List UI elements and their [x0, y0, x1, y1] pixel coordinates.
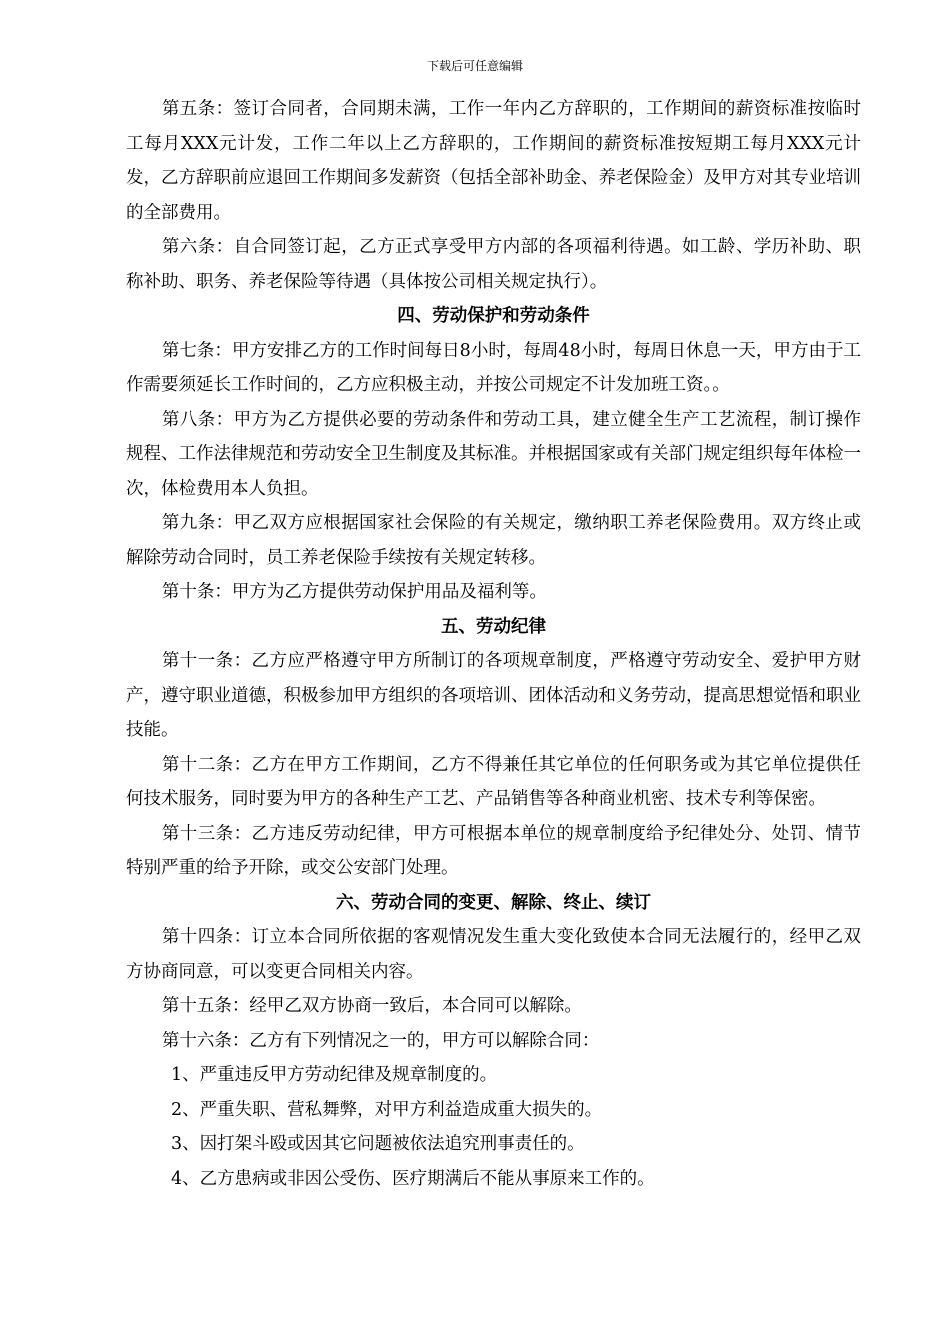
article-16: 第十六条：乙方有下列情况之一的，甲方可以解除合同： [161, 1030, 600, 1051]
list-item: 4、乙方患病或非因公受伤、医疗期满后不能从事原来工作的。 [171, 1168, 655, 1189]
article-9: 第九条：甲乙双方应根据国家社会保险的有关规定，缴纳职工养老保险费用。双方终止或解除劳动合同时，员工养老保险手续按有关规定转移。 [126, 513, 861, 568]
article-8: 第八条：甲方为乙方提供必要的劳动条件和劳动工具，建立健全生产工艺流程，制订操作规程、工作法律规范和劳动安全卫生制度及其标准。并根据国家或有关部门规定组织每年体检一次，体检费用本人负担。 [126, 409, 861, 499]
article-15: 第十五条：经甲乙双方协商一致后，本合同可以解除。 [161, 996, 582, 1016]
section-title-6: 六、劳动合同的变更、解除、终止、续订 [336, 892, 651, 913]
section-title-5: 五、劳动纪律 [441, 616, 546, 637]
section-title-4: 四、劳动保护和劳动条件 [397, 306, 590, 326]
article-12: 第十二条：乙方在甲方工作期间，乙方不得兼任其它单位的任何职务或为其它单位提供任何技术服务，同时要为甲方的各种生产工艺、产品销售等各种商业机密、技术专利等保密。 [126, 754, 861, 809]
list-item: 1、严重违反甲方劳动纪律及规章制度的。 [171, 1065, 498, 1085]
list-item: 2、严重失职、营私舞弊，对甲方利益造成重大损失的。 [171, 1099, 603, 1120]
article-14: 第十四条：订立本合同所依据的客观情况发生重大变化致使本合同无法履行的，经甲乙双方协商同意，可以变更合同相关内容。 [126, 927, 861, 982]
article-13: 第十三条：乙方违反劳动纪律，甲方可根据本单位的规章制度给予纪律处分、处罚、情节特别严重的给予开除，或交公安部门处理。 [126, 823, 861, 878]
article-5: 第五条：签订合同者，合同期未满，工作一年内乙方辞职的，工作期间的薪资标准按临时工每月XXX元计发，工作二年以上乙方辞职的，工作期间的薪资标准按短期工每月XXX元计发，乙方辞职前应退回工作期间多发薪资（包括全部补助金、养老保险金）及甲方对其专业培训的全部费用。 [126, 99, 861, 223]
article-10: 第十条：甲方为乙方提供劳动保护用品及福利等。 [161, 582, 547, 602]
article-6: 第六条：自合同签订起，乙方正式享受甲方内部的各项福利待遇。如工龄、学历补助、职称补助、职务、养老保险等待遇（具体按公司相关规定执行）。 [126, 237, 861, 292]
article-7: 第七条：甲方安排乙方的工作时间每日8小时，每周48小时，每周日休息一天，甲方由于工作需要须延长工作时间的，乙方应积极主动，并按公司规定不计发加班工资。。 [126, 340, 861, 395]
document-body [126, 92, 861, 1196]
page-header: 下载后可任意编辑 [426, 59, 523, 73]
article-11: 第十一条：乙方应严格遵守甲方所制订的各项规章制度，严格遵守劳动安全、爱护甲方财产，遵守职业道德，积极参加甲方组织的各项培训、团体活动和义务劳动，提高思想觉悟和职业技能。 [126, 651, 861, 740]
list-item: 3、因打架斗殴或因其它问题被依法追究刑事责任的。 [171, 1134, 585, 1154]
